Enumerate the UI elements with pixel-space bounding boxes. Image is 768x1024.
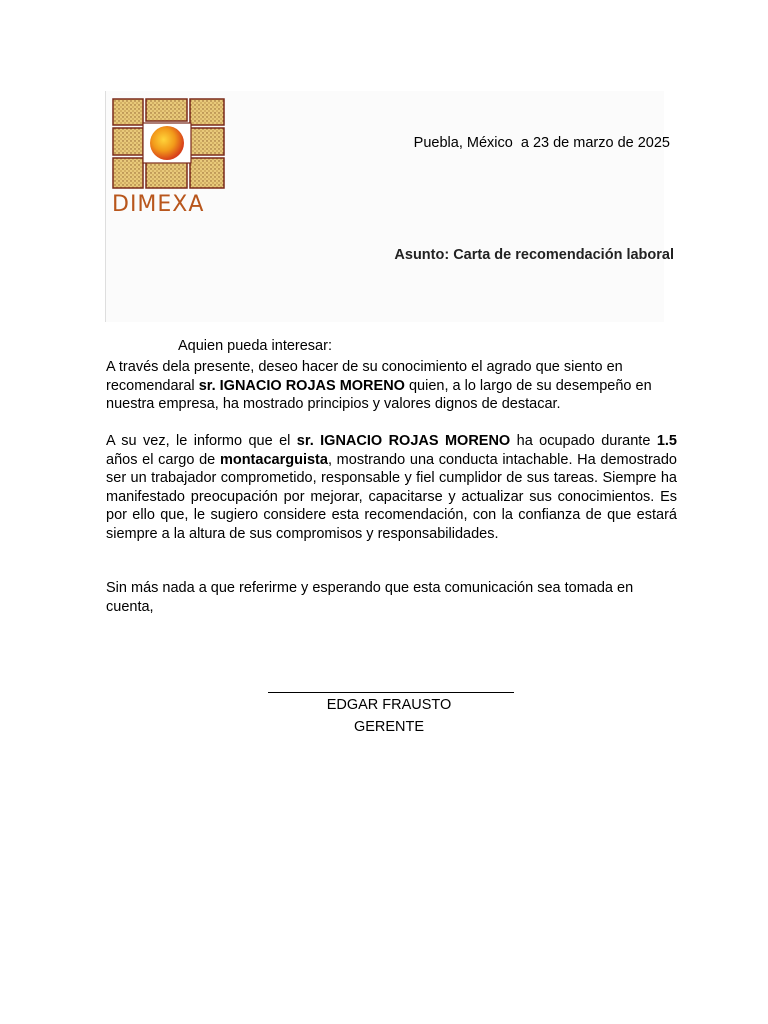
p2-text-b: ha ocupado durante [510,433,657,449]
p1-text-a: A través dela presente, deseo hacer de su conocimiento el agrado que siento en recomendaral [106,359,623,394]
p2-text-a: A su vez, le informo que el [106,433,297,449]
greeting: Aquien pueda interesar: [178,338,332,354]
signer-name: EDGAR FRAUSTO [326,697,452,713]
logo-wordmark: DIMEXA [112,192,205,217]
subject-line: Asunto: Carta de recomendación laboral [394,247,674,263]
place-and-date: Puebla, México a 23 de marzo de 2025 [413,135,670,151]
paragraph-1 [106,358,677,414]
signature-line [268,692,514,693]
employee-name: sr. IGNACIO ROJAS MORENO [296,433,511,449]
p2-text-c: años el cargo de [106,451,220,468]
paragraph-2 [106,432,677,543]
paragraph-3: Sin más nada a que referirme y esperando que esta comunicación sea tomada en cuenta, [106,580,634,615]
p2-text-d: , mostrando una conducta intachable. Ha demostrado ser un trabajador comprometido, responsable y fiel cumplidor de sus tareas. Siempre ha manifestado preocupación por mejorar, capacitarse y actualizar sus conocimientos. Es por ello que, le sugiero considere esta recomendación, con la confianza de que estará siempre a la altura de sus compromisos y responsabilidades. [106,451,677,542]
signer-title: GERENTE [353,719,425,735]
p1-text-b: quien, a lo largo de su desempeño en nuestra empresa, ha mostrado principios y valores dignos de destacar. [106,377,652,412]
years-worked: 1.5 [656,433,677,449]
employee-name: sr. IGNACIO ROJAS MORENO [198,377,405,394]
job-role: montacarguista [219,451,328,468]
